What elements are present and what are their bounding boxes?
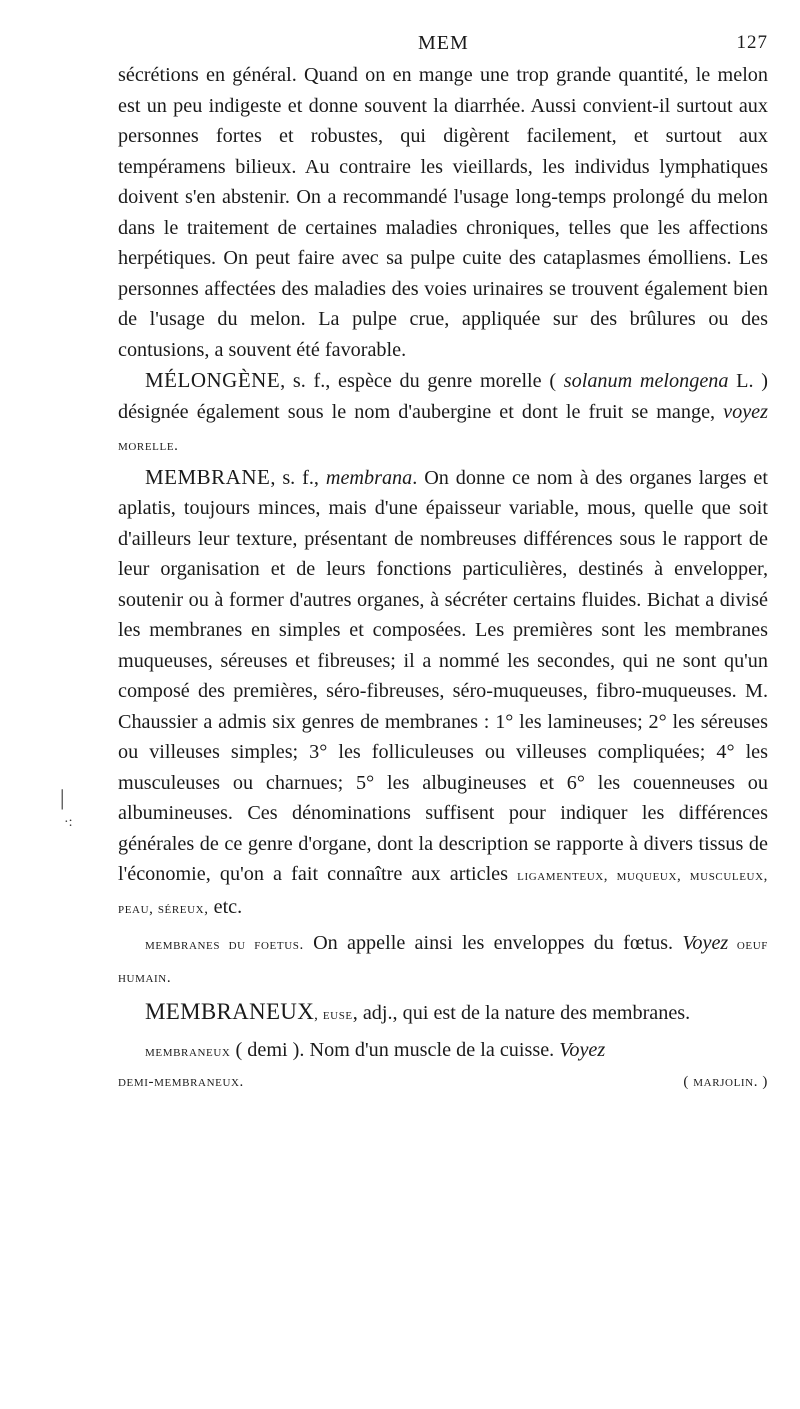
entry-text: ( demi ). Nom d'un muscle de la cuisse. bbox=[230, 1038, 560, 1061]
entry-text: etc. bbox=[208, 895, 243, 918]
latin-name: membrana bbox=[325, 466, 413, 489]
page-number: 127 bbox=[736, 32, 768, 53]
entry-text: . On donne ce nom à des organes larges et aplatis, toujours minces, mais d'une épaisseur variable, mous, quelle que soit d'ailleurs leur texture, présentant de nombreuses différences sous le rapport de leur organisation et de leurs fonctions particulières, destinés à envelopper, soutenir ou à former d'autres organes, à sécréter certains fluides. Bichat a divisé les membranes en simples et composées. Les premières sont les membranes muqueuses, séreuses et fibreuses; il a nommé les secondes, qui ne sont qu'un composé des premières, séro-fibreuses, séro-muqueuses, fibro-muqueuses. M. Chaussier a admis six genres de membranes : 1° les lamineuses; 2° les séreuses ou villeuses simples; 3° les folliculeuses ou villeuses compliquées; 4° les musculeuses ou charnues; 5° les albugineuses et 6° les couenneuses ou albumineuses. Ces dénominations suffisent pour indiquer les différences générales de ce genre d'organe, dont la description se rapporte à divers tissus de l'économie, qu'on a fait connaître aux articles bbox=[118, 466, 768, 885]
pos-label: , s. f., bbox=[270, 466, 326, 489]
cross-reference: demi-membraneux. bbox=[118, 1074, 244, 1090]
cross-reference: oeuf humain. bbox=[118, 937, 768, 986]
author-signature: ( marjolin. ) bbox=[683, 1074, 768, 1090]
page-header bbox=[118, 32, 768, 62]
feminine-suffix: , euse bbox=[314, 1007, 353, 1023]
voyez-label: Voyez bbox=[682, 932, 729, 954]
body-text bbox=[118, 60, 768, 1098]
entry-demi-membraneux bbox=[118, 1035, 768, 1068]
headword-membrane: MEMBRANE bbox=[145, 464, 271, 489]
cross-reference: morelle. bbox=[118, 438, 179, 454]
entry-membranes-foetus bbox=[118, 928, 768, 993]
entry-membrane bbox=[118, 462, 768, 925]
pos-label: , s. f., bbox=[280, 370, 339, 392]
running-head: MEM bbox=[418, 32, 469, 54]
cross-reference: ligamenteux, muqueux, musculeux, peau, séreux, bbox=[118, 868, 768, 917]
entry-text: , adj., qui est de la nature des membranes. bbox=[352, 1002, 691, 1024]
entry-text: espèce du genre morelle ( bbox=[338, 370, 564, 392]
entry-melongene bbox=[118, 365, 768, 462]
voyez-label: Voyez bbox=[559, 1038, 606, 1061]
entry-text: On appelle ainsi les enveloppes du fœtus. bbox=[303, 932, 683, 954]
closing-line bbox=[118, 1067, 768, 1098]
margin-mark: | bbox=[60, 785, 65, 810]
subentry-lead: membraneux bbox=[145, 1043, 231, 1060]
paragraph-melon-continued: sécrétions en général. Quand on en mange une trop grande quantité, le melon est un peu indigeste et donne souvent la diarrhée. Aussi convient-il surtout aux personnes fortes et robustes, qui digèrent facilement, et surtout aux tempéramens bilieux. Au contraire les vieillards, les individus lymphatiques doivent s'en abstenir. On a recommandé l'usage long-temps prolongé du melon dans le traitement de certaines maladies chroniques, telles que les affections herpétiques. On peut faire avec sa pulpe cuite des cataplasmes émolliens. Les personnes affectées des maladies des voies urinaires se trouvent également bien de l'usage du melon. La pulpe crue, appliquée sur des brûlures ou des contusions, a souvent été favorable. bbox=[118, 64, 768, 361]
entry-text: L. ) désignée également sous le nom d'aubergine et dont le fruit se mange, bbox=[118, 370, 768, 423]
entry-membraneux bbox=[118, 997, 768, 1031]
margin-mark: ·: bbox=[64, 815, 73, 830]
subentry-lead: membranes du foetus. bbox=[145, 937, 304, 953]
voyez-label: voyez bbox=[723, 400, 768, 423]
headword-melongene: MÉLONGÈNE bbox=[145, 368, 281, 392]
latin-name: solanum melongena bbox=[563, 370, 729, 392]
headword-membraneux: MEMBRANEUX bbox=[145, 999, 315, 1024]
